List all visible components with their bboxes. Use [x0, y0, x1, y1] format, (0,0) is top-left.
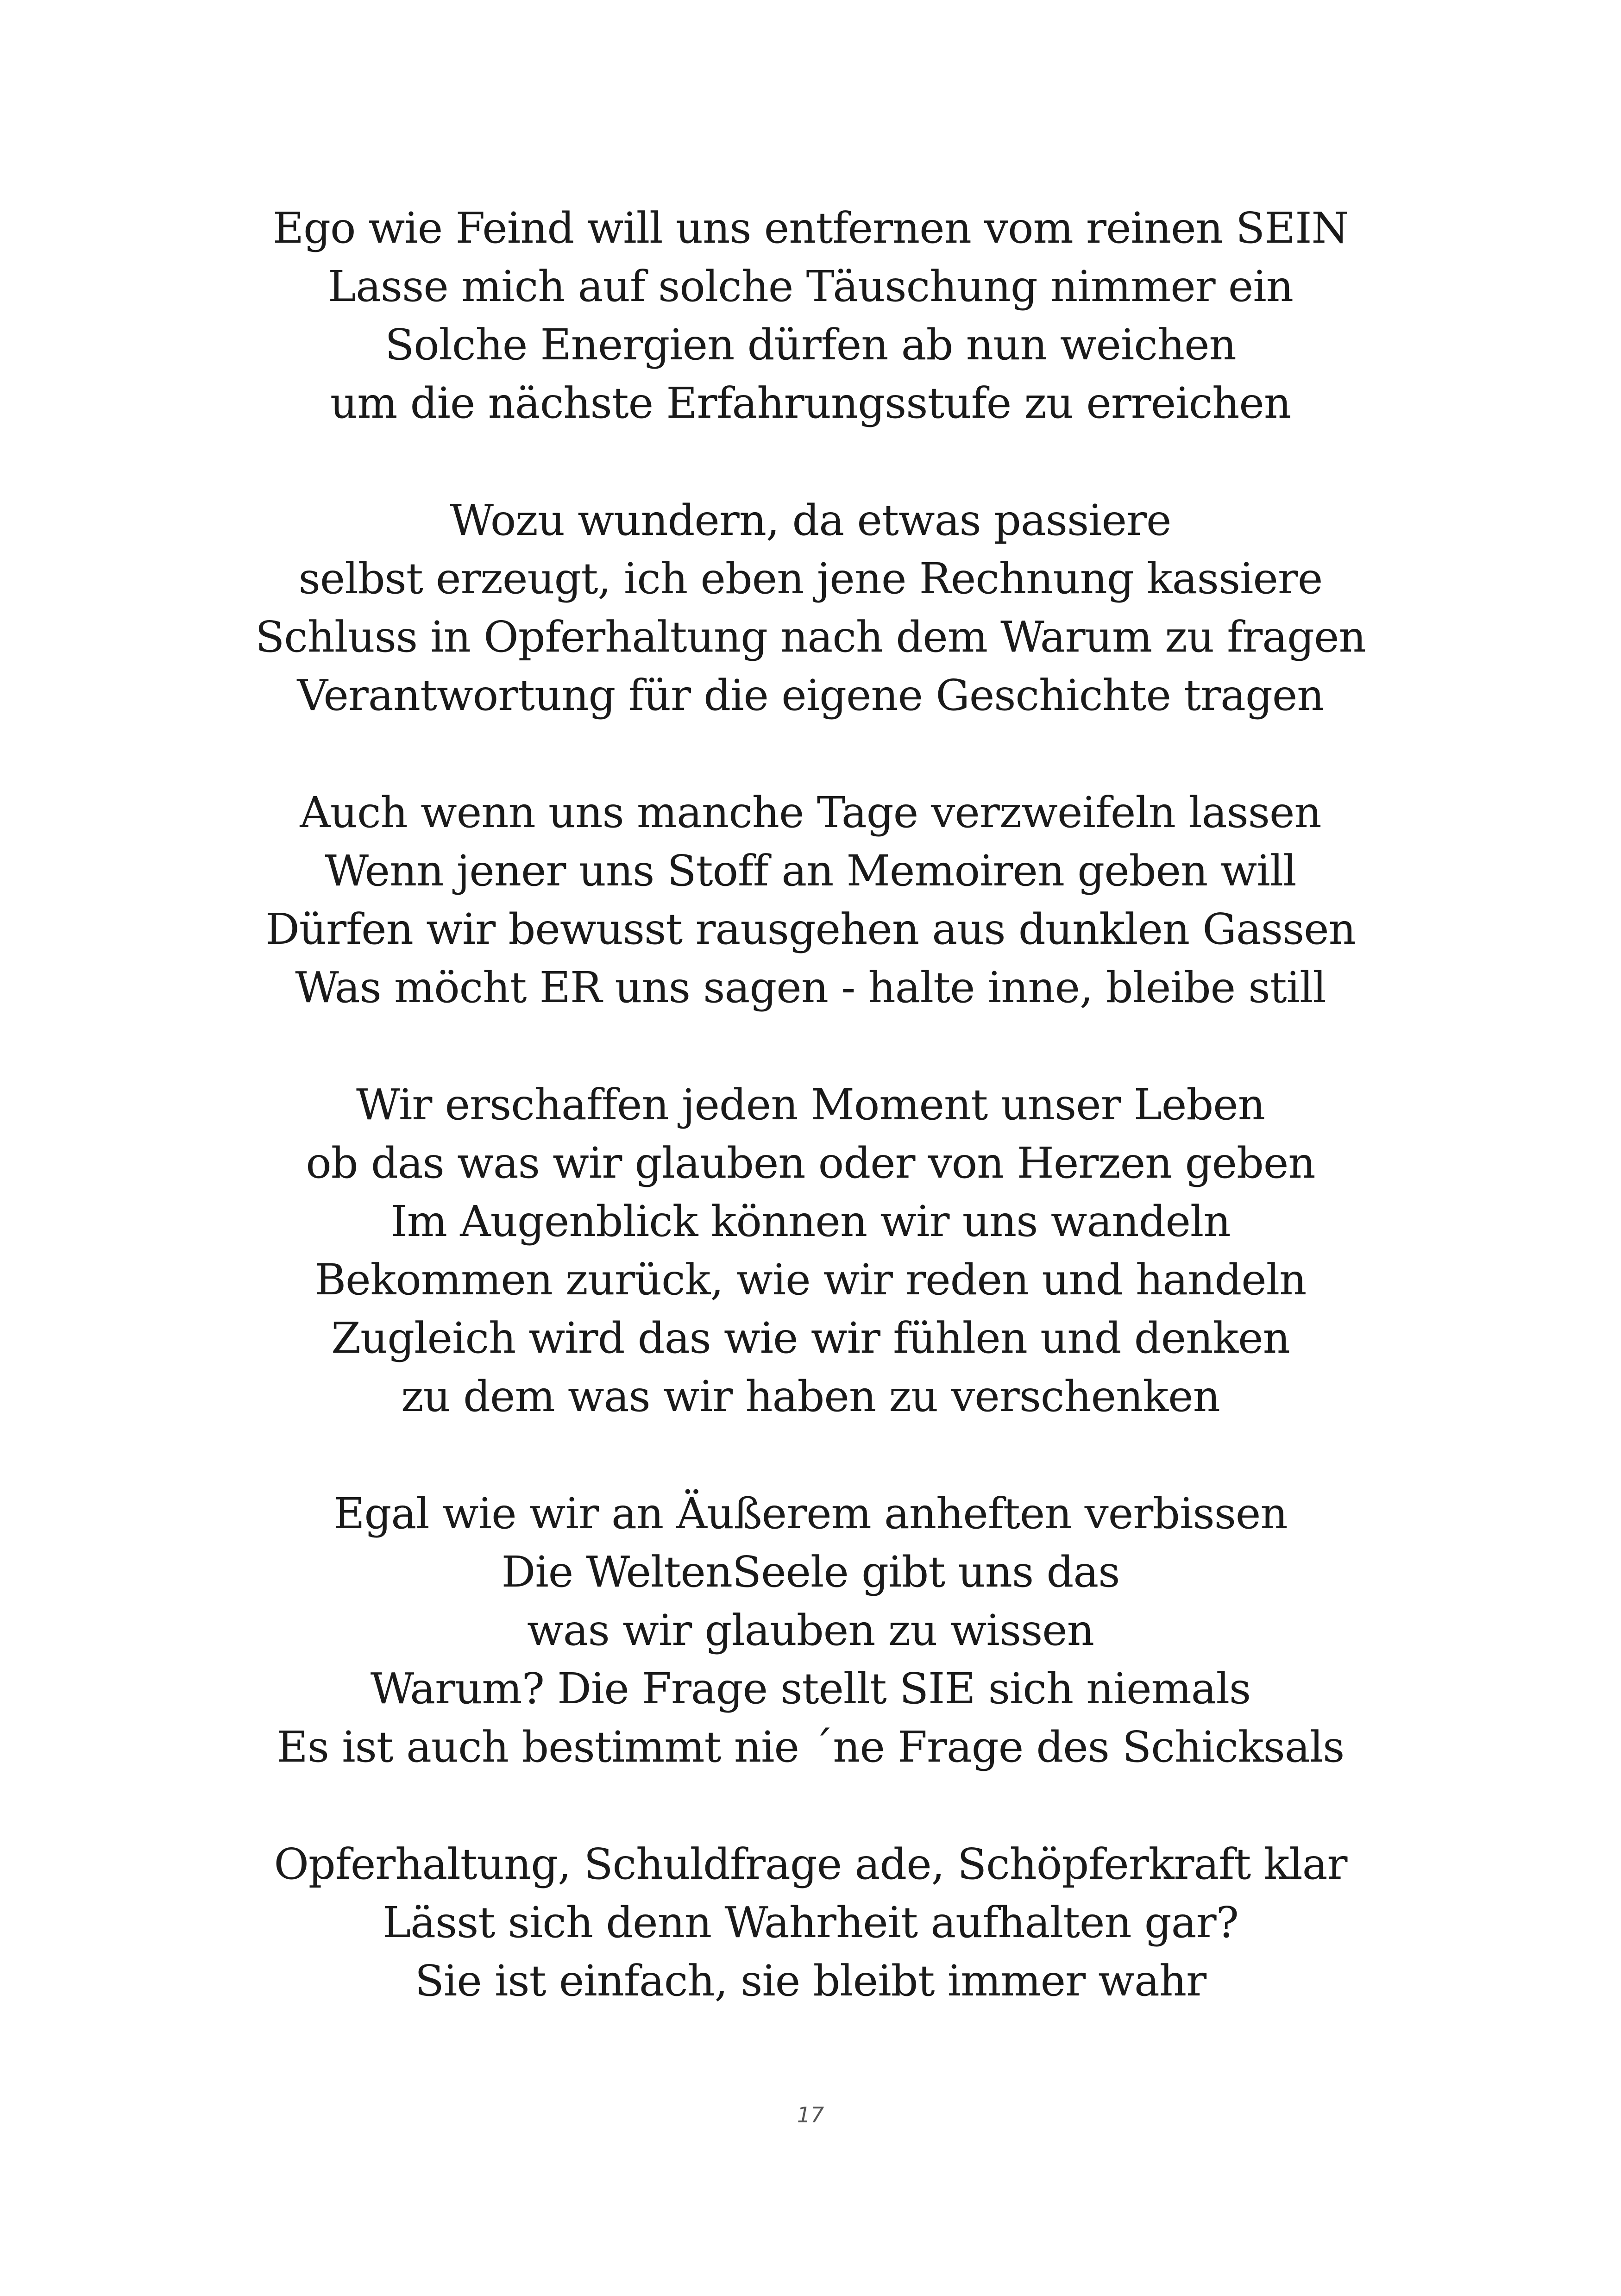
poem-line: selbst erzeugt, ich eben jene Rechnung kassiere [298, 554, 1323, 603]
poem-line: Egal wie wir an Äußerem anheften verbissen [333, 1489, 1288, 1538]
poem-line: Bekommen zurück, wie wir reden und handeln [314, 1255, 1307, 1305]
poem-line: Opferhaltung, Schuldfrage ade, Schöpferkraft klar [274, 1839, 1347, 1889]
poem-line: Warum? Die Frage stellt SIE sich niemals [370, 1664, 1251, 1713]
page-number: 17 [797, 2102, 824, 2127]
poem-line: Zugleich wird das wie wir fühlen und denken [331, 1313, 1290, 1363]
poem-line: Lässt sich denn Wahrheit aufhalten gar? [383, 1898, 1238, 1947]
poem-line: Auch wenn uns manche Tage verzweifeln lassen [300, 788, 1321, 837]
poem-line: Wozu wundern, da etwas passiere [450, 496, 1171, 545]
stanza-1 [0, 199, 1621, 433]
poem-line: Verantwortung für die eigene Geschichte tragen [297, 671, 1324, 720]
stanza-2 [0, 491, 1621, 725]
poem-line: Es ist auch bestimmt nie ´ne Frage des Schicksals [276, 1722, 1345, 1772]
poem-line: Was möcht ER uns sagen - halte inne, bleibe still [295, 963, 1326, 1012]
poem-line: Ego wie Feind will uns entfernen vom reinen SEIN [272, 203, 1349, 253]
poem-line: Im Augenblick können wir uns wandeln [390, 1197, 1231, 1246]
poem-line: Dürfen wir bewusst rausgehen aus dunklen Gassen [265, 904, 1356, 954]
poem-line: ob das was wir glauben oder von Herzen geben [306, 1138, 1315, 1188]
stanza-6 [0, 1835, 1621, 2010]
poem-line: Wenn jener uns Stoff an Memoiren geben will [325, 846, 1296, 896]
poem-line: Wir erschaffen jeden Moment unser Leben [356, 1080, 1265, 1129]
poem-line: Lasse mich auf solche Täuschung nimmer ein [327, 262, 1294, 311]
poem-line: um die nächste Erfahrungsstufe zu erreichen [330, 378, 1291, 428]
stanza-5 [0, 1485, 1621, 1776]
poem-line: Schluss in Opferhaltung nach dem Warum zu fragen [255, 612, 1366, 662]
poem-line: was wir glauben zu wissen [527, 1606, 1094, 1655]
stanza-3 [0, 784, 1621, 1017]
stanza-4 [0, 1076, 1621, 1426]
poem-line: Sie ist einfach, sie bleibt immer wahr [415, 1956, 1206, 2006]
poem-line: Solche Energien dürfen ab nun weichen [385, 320, 1236, 370]
poem-line: Die WeltenSeele gibt uns das [501, 1547, 1120, 1597]
poem-line: zu dem was wir haben zu verschenken [401, 1372, 1220, 1421]
poem [0, 199, 1621, 2069]
